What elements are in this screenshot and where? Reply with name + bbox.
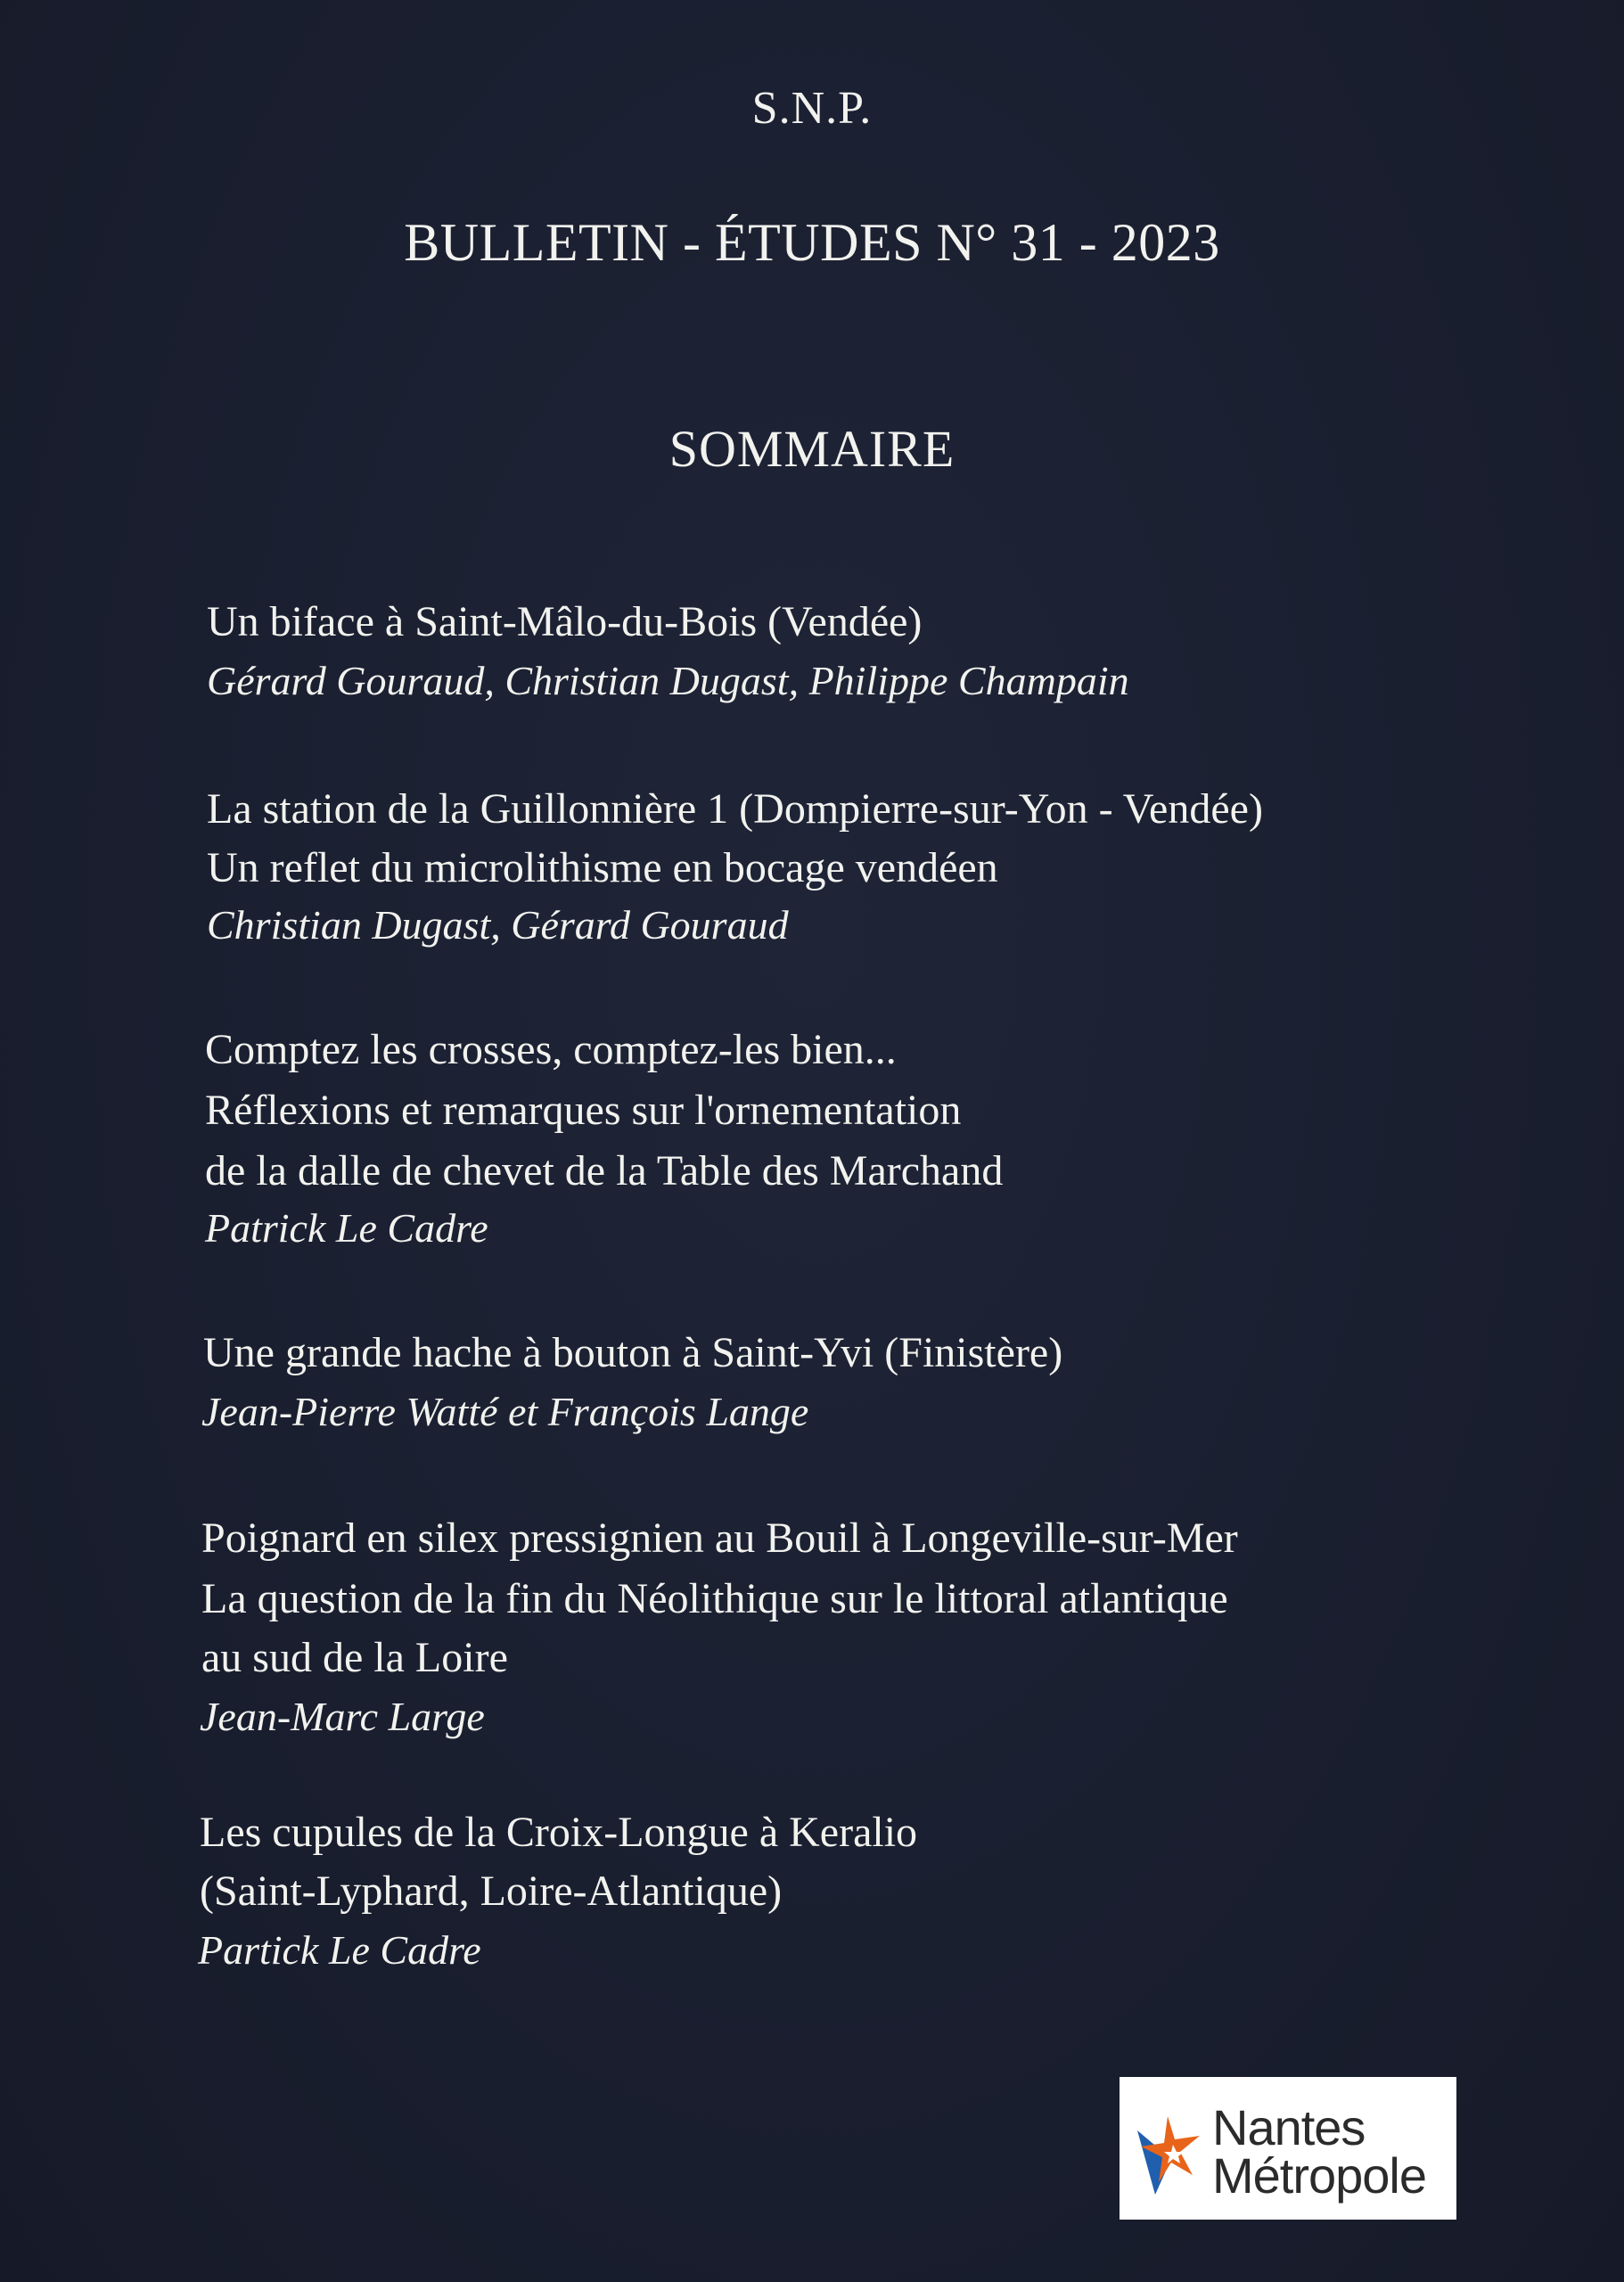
toc-entry-title-line: Un biface à Saint-Mâlo-du-Bois (Vendée) xyxy=(207,598,923,645)
toc-entry-title-line: Un reflet du microlithisme en bocage vendéen xyxy=(207,844,998,891)
toc-entry-authors: Jean-Marc Large xyxy=(200,1694,485,1739)
contents-heading: SOMMAIRE xyxy=(668,420,956,478)
toc-entry-title-line: de la dalle de chevet de la Table des Marchand xyxy=(205,1147,1004,1194)
toc-entry-authors: Christian Dugast, Gérard Gouraud xyxy=(207,902,789,948)
logo-text xyxy=(1212,2099,1427,2204)
toc-entry-title-line: Poignard en silex pressignien au Bouil à Longeville-sur-Mer xyxy=(201,1514,1238,1562)
toc-entry-title-line: Une grande hache à bouton à Saint-Yvi (Finistère) xyxy=(203,1329,1063,1376)
toc-entry-authors: Jean-Pierre Watté et François Lange xyxy=(201,1389,809,1434)
toc-entry-authors: Patrick Le Cadre xyxy=(205,1205,488,1251)
bulletin-title: BULLETIN - ÉTUDES N° 31 - 2023 xyxy=(404,213,1220,272)
toc-entry-title-line: Les cupules de la Croix-Longue à Keralio xyxy=(200,1809,918,1856)
toc-entry-title-line: (Saint-Lyphard, Loire-Atlantique) xyxy=(200,1867,783,1915)
toc-entry-authors: Partick Le Cadre xyxy=(198,1927,481,1973)
logo-text-line2: Métropole xyxy=(1212,2147,1427,2204)
nantes-metropole-star-icon xyxy=(1132,2109,1203,2198)
toc-entry-title-line: La question de la fin du Néolithique sur le littoral atlantique xyxy=(201,1575,1228,1622)
logo-text-line1: Nantes xyxy=(1212,2099,1366,2155)
toc-entry-title-line: Comptez les crosses, comptez-les bien... xyxy=(205,1026,897,1073)
toc-entry-authors: Gérard Gouraud, Christian Dugast, Philippe Champain xyxy=(207,658,1129,703)
toc-entry-title-line: La station de la Guillonnière 1 (Dompierre-sur-Yon - Vendée) xyxy=(207,785,1263,833)
toc-entry-title-line: au sud de la Loire xyxy=(201,1634,508,1681)
society-name: S.N.P. xyxy=(751,83,873,134)
nantes-metropole-logo xyxy=(1120,2077,1456,2220)
toc-entry-title-line: Réflexions et remarques sur l'ornementation xyxy=(205,1087,962,1134)
